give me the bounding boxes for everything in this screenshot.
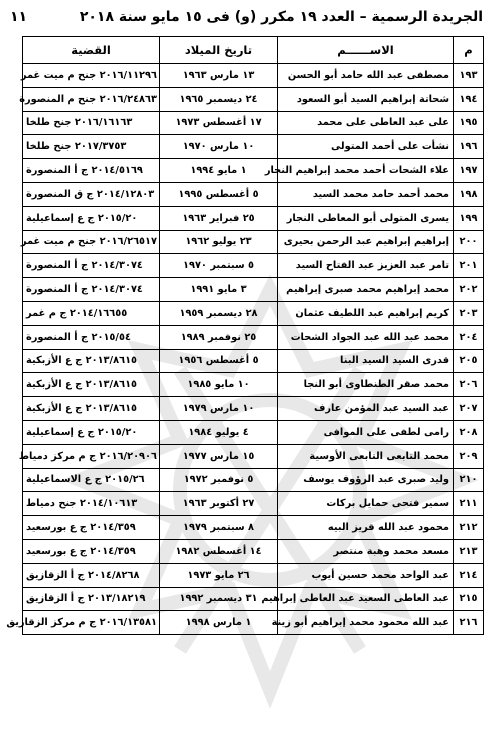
cases-table-body xyxy=(6,64,484,635)
birth-date: ٣١ ديسمبر ١٩٩٢ xyxy=(160,587,278,611)
person-name: إبراهيم إبراهيم عبد الرحمن بحيرى xyxy=(278,230,454,254)
gazette-header xyxy=(10,6,483,28)
row-number: ٢٠٣ xyxy=(454,301,484,325)
table-row xyxy=(23,563,484,587)
case-reference: ٢٠١٤/٣٠٧٤ ج أ المنصورة xyxy=(23,254,160,278)
row-number: ٢٠٥ xyxy=(454,349,484,373)
row-number: ٢٠٦ xyxy=(454,373,484,397)
row-number: ٢٠٠ xyxy=(454,230,484,254)
case-reference: ٢٠١٥/٢٠ ج ع إسماعيلية xyxy=(23,206,160,230)
table-row xyxy=(23,230,484,254)
person-name: عبد العاطى السعيد عبد العاطى إبراهيم xyxy=(278,587,454,611)
person-name: محمد صقر الطنطاوى أبو النجا xyxy=(278,373,454,397)
row-number: ٢١٠ xyxy=(454,468,484,492)
row-number: ٢١٢ xyxy=(454,516,484,540)
table-row xyxy=(23,135,484,159)
row-number: ٢١٥ xyxy=(454,587,484,611)
case-reference: ٢٠١٣/٨٦١٥ ج ع الأزبكية xyxy=(23,373,160,397)
table-row xyxy=(23,278,484,302)
row-number: ١٩٩ xyxy=(454,206,484,230)
table-row xyxy=(23,492,484,516)
case-reference: ٢٠١٥/٢٦ ج ع الاسماعيلية xyxy=(23,468,160,492)
case-reference: ٢٠١٣/١٨٢١٩ ج أ الزقازيق xyxy=(23,587,160,611)
table-header-row xyxy=(23,37,484,64)
case-reference: ٢٠١٣/٨٦١٥ ج ع الأزبكية xyxy=(23,397,160,421)
birth-date: ٢٤ ديسمبر ١٩٦٥ xyxy=(160,87,278,111)
birth-date: ١٧ أغسطس ١٩٧٣ xyxy=(160,111,278,135)
table-row xyxy=(23,325,484,349)
table-row xyxy=(23,87,484,111)
person-name: شحاتة إبراهيم السيد أبو السعود xyxy=(278,87,454,111)
case-reference: ٢٠١٤/٥١٦٩ ج أ المنصورة xyxy=(23,159,160,183)
case-reference: ٢٠١٤/١٠٦١٣ جنح دمياط xyxy=(23,492,160,516)
case-reference: ٢٠١٦/٢٠٩٠٦ ج م مركز دمياط xyxy=(23,444,160,468)
birth-date: ٢٣ يوليو ١٩٦٢ xyxy=(160,230,278,254)
person-name: وليد صبرى عبد الرؤوف يوسف xyxy=(278,468,454,492)
person-name: محمد إبراهيم محمد صبرى إبراهيم xyxy=(278,278,454,302)
person-name: تامر عبد العزيز عبد الفتاح السيد xyxy=(278,254,454,278)
table-row xyxy=(23,373,484,397)
row-number: ٢١٣ xyxy=(454,539,484,563)
row-number: ٢٠٨ xyxy=(454,420,484,444)
table-row xyxy=(23,611,484,635)
gazette-issue-title: الجريدة الرسمية – العدد ١٩ مكرر (و) فى ١٥ مايو سنة ٢٠١٨ xyxy=(79,9,483,25)
person-name: مصطفى عبد الله حامد أبو الحسن xyxy=(278,64,454,88)
birth-date: ١٠ مارس ١٩٧٩ xyxy=(160,397,278,421)
row-number: ٢٠١ xyxy=(454,254,484,278)
case-reference: ٢٠١٤/٣٥٩ ج ع بورسعيد xyxy=(23,539,160,563)
column-header-name: الاســــــم xyxy=(278,37,454,64)
table-row xyxy=(23,539,484,563)
table-row xyxy=(23,64,484,88)
person-name: نشأت على أحمد المتولى xyxy=(278,135,454,159)
case-reference: ٢٠١٦/١٣٥٨١ ج م مركز الزقازيق xyxy=(23,611,160,635)
birth-date: ٢٧ أكتوبر ١٩٦٣ xyxy=(160,492,278,516)
row-number: ٢٠٧ xyxy=(454,397,484,421)
birth-date: ٢٥ فبراير ١٩٦٣ xyxy=(160,206,278,230)
case-reference: ٢٠١٥/٥٤ ج أ المنصورة xyxy=(23,325,160,349)
birth-date: ١٥ مارس ١٩٧٧ xyxy=(160,444,278,468)
case-reference: ٢٠١٤/١٢٨٠٣ ج ق المنصورة xyxy=(23,182,160,206)
person-name: عبد السيد عبد المؤمن عارف xyxy=(278,397,454,421)
row-number: ٢١١ xyxy=(454,492,484,516)
table-row xyxy=(23,468,484,492)
person-name: قدرى السيد السيد البنا xyxy=(278,349,454,373)
person-name: سمير فتحى حمايل بركات xyxy=(278,492,454,516)
table-row xyxy=(23,182,484,206)
case-reference: ٢٠١٧/٣٧٥٣ جنح طلخا xyxy=(23,135,160,159)
birth-date: ١٠ مارس ١٩٧٠ xyxy=(160,135,278,159)
case-reference: ٢٠١٦/١٦١٦٣ جنح طلخا xyxy=(23,111,160,135)
case-reference: ٢٠١٤/٣٥٩ ج ع بورسعيد xyxy=(23,516,160,540)
table-row xyxy=(23,420,484,444)
row-number: ٢٠٤ xyxy=(454,325,484,349)
person-name: عبد الله محمود محمد إبراهيم أبو زينة xyxy=(278,611,454,635)
table-row xyxy=(23,397,484,421)
row-number: ١٩٨ xyxy=(454,182,484,206)
column-header-birth-date: تاريخ الميلاد xyxy=(160,37,278,64)
birth-date: ١٠ مايو ١٩٨٥ xyxy=(160,373,278,397)
birth-date: ٥ سبتمبر ١٩٧٠ xyxy=(160,254,278,278)
person-name: على عبد العاطى على محمد xyxy=(278,111,454,135)
birth-date: ٥ نوفمبر ١٩٧٢ xyxy=(160,468,278,492)
row-number: ٢١٦ xyxy=(454,611,484,635)
table-row xyxy=(23,206,484,230)
row-number: ١٩٧ xyxy=(454,159,484,183)
table-row xyxy=(23,111,484,135)
case-reference: ٢٠١٥/٢٠ ج ع إسماعيلية xyxy=(23,420,160,444)
case-reference: ٢٠١٣/٨٦١٥ ج ع الأزبكية xyxy=(23,349,160,373)
table-row xyxy=(23,301,484,325)
birth-date: ٥ أغسطس ١٩٩٥ xyxy=(160,182,278,206)
column-header-number: م xyxy=(454,37,484,64)
birth-date: ٤ يوليو ١٩٨٤ xyxy=(160,420,278,444)
cases-table xyxy=(6,36,484,635)
table-row xyxy=(23,444,484,468)
person-name: يسرى المتولى أبو المعاطى النجار xyxy=(278,206,454,230)
birth-date: ٣ مايو ١٩٩١ xyxy=(160,278,278,302)
column-header-case: القضية xyxy=(23,37,160,64)
case-reference: ٢٠١٦/٢٤٨٦٣ جنح م المنصورة xyxy=(23,87,160,111)
person-name: محمد التابعى التابعى الأوسية xyxy=(278,444,454,468)
table-row xyxy=(23,349,484,373)
case-reference: ٢٠١٤/١٦٦٥٥ ج م غمر xyxy=(23,301,160,325)
person-name: عبد الواحد محمد حسين أيوب xyxy=(278,563,454,587)
person-name: مسعد محمد وهبة منتصر xyxy=(278,539,454,563)
case-reference: ٢٠١٦/٢٦٥١٧ جنح م ميت غمر xyxy=(23,230,160,254)
case-reference: ٢٠١٦/١١٢٩٦ جنح م ميت غمر xyxy=(23,64,160,88)
birth-date: ٢٦ مايو ١٩٧٣ xyxy=(160,563,278,587)
person-name: علاء الشحات أحمد محمد إبراهيم النجار xyxy=(278,159,454,183)
birth-date: ١٣ مارس ١٩٦٣ xyxy=(160,64,278,88)
case-reference: ٢٠١٤/٨٢٦٨ ج أ الزقازيق xyxy=(23,563,160,587)
row-number: ١٩٦ xyxy=(454,135,484,159)
case-reference: ٢٠١٤/٣٠٧٤ ج أ المنصورة xyxy=(23,278,160,302)
person-name: محمد عبد الله عبد الجواد الشحات xyxy=(278,325,454,349)
birth-date: ١ مايو ١٩٩٤ xyxy=(160,159,278,183)
table-row xyxy=(23,516,484,540)
row-number: ١٩٥ xyxy=(454,111,484,135)
birth-date: ٨ سبتمبر ١٩٧٩ xyxy=(160,516,278,540)
person-name: محمد أحمد حامد محمد السيد xyxy=(278,182,454,206)
birth-date: ١ مارس ١٩٩٨ xyxy=(160,611,278,635)
person-name: محمود عبد الله قريز البيه xyxy=(278,516,454,540)
row-number: ٢٠٢ xyxy=(454,278,484,302)
person-name: رامى لطفى على الموافى xyxy=(278,420,454,444)
row-number: ٢١٤ xyxy=(454,563,484,587)
page-number: ١١ xyxy=(10,9,28,25)
person-name: كريم إبراهيم عبد اللطيف عثمان xyxy=(278,301,454,325)
row-number: ١٩٣ xyxy=(454,64,484,88)
birth-date: ٢٨ ديسمبر ١٩٥٩ xyxy=(160,301,278,325)
row-number: ٢٠٩ xyxy=(454,444,484,468)
row-number: ١٩٤ xyxy=(454,87,484,111)
table-row xyxy=(23,159,484,183)
birth-date: ٥ أغسطس ١٩٥٦ xyxy=(160,349,278,373)
birth-date: ٢٥ نوفمبر ١٩٨٩ xyxy=(160,325,278,349)
birth-date: ١٤ أغسطس ١٩٨٢ xyxy=(160,539,278,563)
table-row xyxy=(23,254,484,278)
table-row xyxy=(23,587,484,611)
